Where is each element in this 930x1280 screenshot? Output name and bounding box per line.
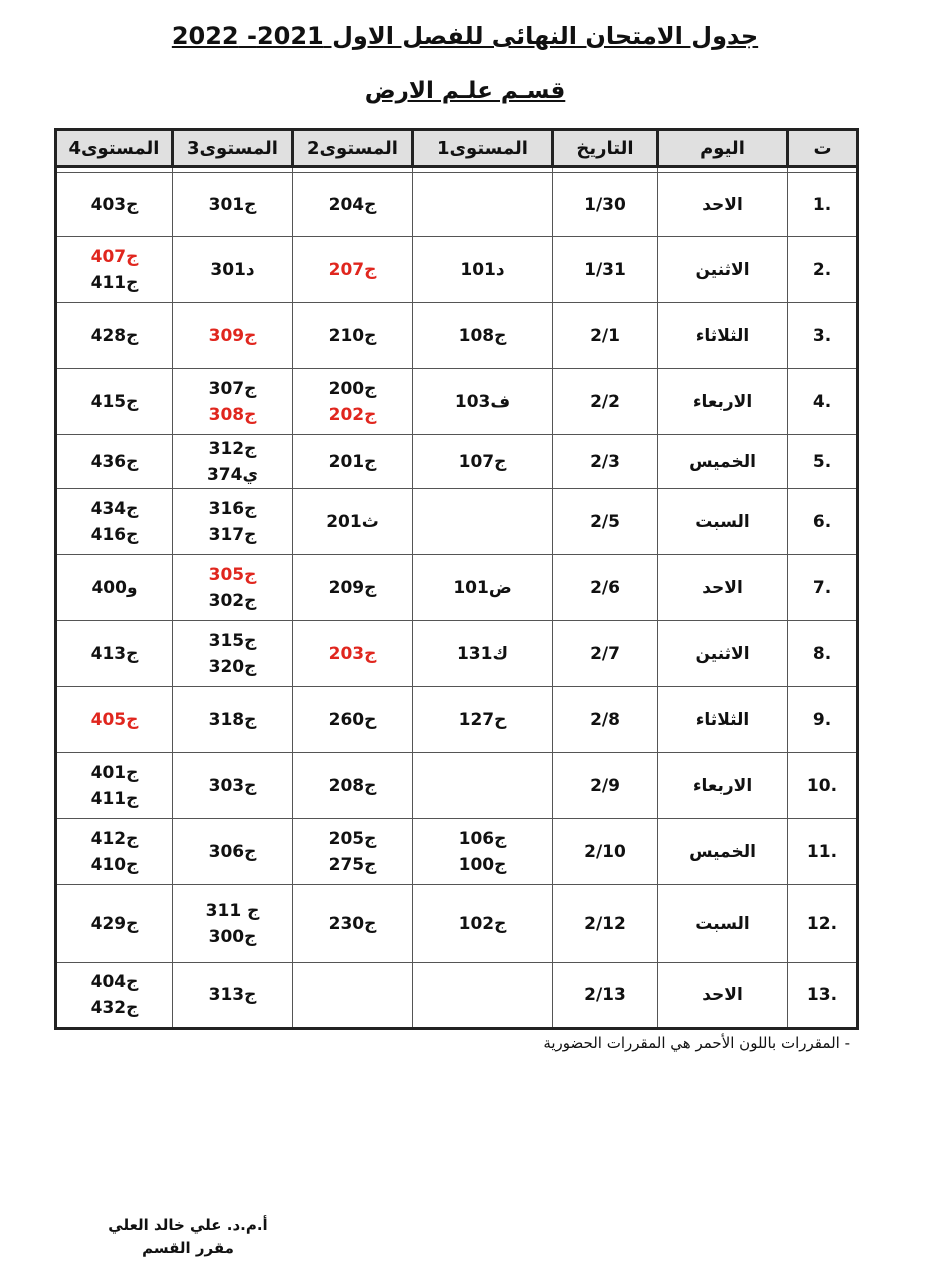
date-cell: 2/6 (553, 555, 658, 621)
table-row (56, 369, 858, 435)
level1-cell (413, 885, 553, 963)
day-cell: السبت (658, 489, 788, 555)
course-code: ج205 (328, 828, 377, 849)
table-row (56, 621, 858, 687)
in-person-course-code: ج405 (90, 709, 139, 730)
level2-cell (293, 621, 413, 687)
signature-name: أ.م.د. علي خالد العلي (108, 1216, 268, 1234)
level4-cell (56, 173, 173, 237)
level3-cell (173, 489, 293, 555)
date-cell: 2/3 (553, 435, 658, 489)
row-number: .11 (788, 819, 858, 885)
course-code: ف103 (454, 391, 511, 412)
course-code: ج209 (328, 577, 377, 598)
course-code: ج317 (208, 524, 257, 545)
date-cell: 1/30 (553, 173, 658, 237)
level3-cell (173, 687, 293, 753)
row-number: .12 (788, 885, 858, 963)
course-code: د101 (460, 259, 505, 280)
level3-cell (173, 303, 293, 369)
course-code: ح260 (328, 709, 377, 730)
table-row (56, 819, 858, 885)
level1-cell (413, 237, 553, 303)
level2-cell (293, 963, 413, 1029)
level3-cell (173, 435, 293, 489)
level3-cell (173, 885, 293, 963)
day-cell: الاثنين (658, 621, 788, 687)
level2-cell (293, 489, 413, 555)
level2-cell (293, 237, 413, 303)
day-cell: السبت (658, 885, 788, 963)
level1-cell (413, 819, 553, 885)
table-row (56, 555, 858, 621)
date-cell: 2/10 (553, 819, 658, 885)
table-row (56, 489, 858, 555)
course-code: ج429 (90, 913, 139, 934)
course-code: ي374 (206, 464, 259, 485)
table-row (56, 963, 858, 1029)
course-code: ج401 (90, 762, 139, 783)
course-code: ج315 (208, 630, 257, 651)
course-code: ج415 (90, 391, 139, 412)
course-code: ج432 (90, 998, 139, 1018)
in-person-course-code: ج202 (328, 404, 377, 425)
page-title: جدول الامتحان النهائى للفصل الاول 2021- 2022 (171, 22, 759, 50)
level4-cell (56, 369, 173, 435)
course-code: ج208 (328, 775, 377, 796)
course-code: ج201 (328, 451, 377, 472)
schedule-body (56, 167, 858, 1029)
course-code: ج200 (328, 378, 377, 399)
course-code: ج303 (208, 775, 257, 796)
col-level2-header: المستوى2 (293, 130, 413, 167)
department-subtitle: قسـم علـم الارض (364, 78, 566, 104)
course-code: ج275 (328, 854, 377, 875)
in-person-course-code: ج309 (208, 325, 257, 346)
level3-cell (173, 621, 293, 687)
legend-note: - المقررات باللون الأحمر هي المقررات الحضورية (543, 1034, 850, 1052)
level2-cell (293, 819, 413, 885)
course-code: ج300 (208, 926, 257, 947)
level3-cell (173, 173, 293, 237)
course-code: ج307 (208, 378, 257, 399)
course-code: ج316 (208, 498, 257, 519)
level2-cell (293, 885, 413, 963)
course-code: ج404 (90, 972, 139, 992)
date-cell: 2/5 (553, 489, 658, 555)
course-code: ج410 (90, 854, 139, 875)
level4-cell (56, 885, 173, 963)
level3-cell (173, 369, 293, 435)
level4-cell (56, 489, 173, 555)
level4-cell (56, 819, 173, 885)
course-code: ج413 (90, 643, 139, 664)
level1-cell (413, 435, 553, 489)
in-person-course-code: ج305 (208, 564, 257, 585)
row-number: .3 (788, 303, 858, 369)
course-code: ج204 (328, 194, 377, 215)
level4-cell (56, 237, 173, 303)
course-code: ج108 (458, 325, 507, 346)
date-cell: 2/12 (553, 885, 658, 963)
table-row (56, 173, 858, 237)
table-row (56, 753, 858, 819)
date-cell: 2/13 (553, 963, 658, 1029)
level4-cell (56, 303, 173, 369)
table-row (56, 303, 858, 369)
col-day-header: اليوم (658, 130, 788, 167)
course-code: ج302 (208, 590, 257, 611)
course-code: ج313 (208, 985, 257, 1005)
level3-cell (173, 753, 293, 819)
day-cell: الاحد (658, 555, 788, 621)
date-cell: 2/8 (553, 687, 658, 753)
date-cell: 2/2 (553, 369, 658, 435)
level4-cell (56, 687, 173, 753)
exam-schedule-table (54, 128, 859, 1030)
date-cell: 2/1 (553, 303, 658, 369)
course-code: ج106 (458, 828, 507, 849)
col-level1-header: المستوى1 (413, 130, 553, 167)
course-code: ج320 (208, 656, 257, 677)
col-number-header: ت (788, 130, 858, 167)
row-number: .1 (788, 173, 858, 237)
date-cell: 2/9 (553, 753, 658, 819)
level4-cell (56, 435, 173, 489)
row-number: .4 (788, 369, 858, 435)
course-code: ج403 (90, 194, 139, 215)
level2-cell (293, 687, 413, 753)
course-code: ج411 (90, 788, 139, 809)
level4-cell (56, 621, 173, 687)
level1-cell (413, 687, 553, 753)
level1-cell (413, 621, 553, 687)
course-code: ج210 (328, 325, 377, 346)
row-number: .9 (788, 687, 858, 753)
day-cell: الاحد (658, 173, 788, 237)
level2-cell (293, 435, 413, 489)
level4-cell (56, 963, 173, 1029)
level2-cell (293, 303, 413, 369)
row-number: .6 (788, 489, 858, 555)
day-cell: الاثنين (658, 237, 788, 303)
level1-cell (413, 555, 553, 621)
day-cell: الثلاثاء (658, 687, 788, 753)
course-code: ج416 (90, 524, 139, 545)
col-level4-header: المستوى4 (56, 130, 173, 167)
course-code: ج428 (90, 325, 139, 346)
row-number: .2 (788, 237, 858, 303)
col-level3-header: المستوى3 (173, 130, 293, 167)
level1-cell (413, 753, 553, 819)
course-code: ج100 (458, 854, 507, 875)
level2-cell (293, 173, 413, 237)
level3-cell (173, 819, 293, 885)
table-row (56, 885, 858, 963)
level1-cell (413, 963, 553, 1029)
course-code: ح127 (458, 709, 507, 730)
course-code: ج318 (208, 709, 257, 730)
day-cell: الخميس (658, 435, 788, 489)
row-number: .7 (788, 555, 858, 621)
row-number: .8 (788, 621, 858, 687)
in-person-course-code: ج407 (90, 246, 139, 267)
signature-role: مقرر القسم (142, 1239, 234, 1257)
course-code: ج 311 (205, 900, 260, 921)
col-date-header: التاريخ (553, 130, 658, 167)
day-cell: الثلاثاء (658, 303, 788, 369)
day-cell: الاحد (658, 963, 788, 1029)
table-row (56, 435, 858, 489)
level2-cell (293, 555, 413, 621)
level3-cell (173, 237, 293, 303)
level2-cell (293, 369, 413, 435)
course-code: ث201 (326, 511, 379, 532)
signature-block (108, 1214, 268, 1260)
in-person-course-code: ج207 (328, 259, 377, 280)
level2-cell (293, 753, 413, 819)
table-row (56, 687, 858, 753)
course-code: ج230 (328, 913, 377, 934)
row-number: .10 (788, 753, 858, 819)
day-cell: الاربعاء (658, 753, 788, 819)
course-code: ج411 (90, 272, 139, 293)
in-person-course-code: ج203 (328, 643, 377, 664)
row-number: .5 (788, 435, 858, 489)
level1-cell (413, 369, 553, 435)
course-code: ج301 (208, 194, 257, 215)
row-number: .13 (788, 963, 858, 1029)
level1-cell (413, 173, 553, 237)
course-code: ض101 (453, 577, 512, 598)
day-cell: الاربعاء (658, 369, 788, 435)
course-code: ك131 (456, 643, 509, 664)
date-cell: 1/31 (553, 237, 658, 303)
course-code: و400 (91, 577, 138, 598)
level3-cell (173, 555, 293, 621)
course-code: د301 (210, 259, 255, 280)
level1-cell (413, 489, 553, 555)
level3-cell (173, 963, 293, 1029)
header-row (56, 130, 858, 167)
level4-cell (56, 753, 173, 819)
course-code: ج102 (458, 913, 507, 934)
course-code: ج412 (90, 828, 139, 849)
in-person-course-code: ج308 (208, 404, 257, 425)
course-code: ج436 (90, 451, 139, 472)
course-code: ج107 (458, 451, 507, 472)
course-code: ج312 (208, 438, 257, 459)
day-cell: الخميس (658, 819, 788, 885)
course-code: ج306 (208, 841, 257, 862)
date-cell: 2/7 (553, 621, 658, 687)
level1-cell (413, 303, 553, 369)
level4-cell (56, 555, 173, 621)
course-code: ج434 (90, 498, 139, 519)
table-row (56, 237, 858, 303)
